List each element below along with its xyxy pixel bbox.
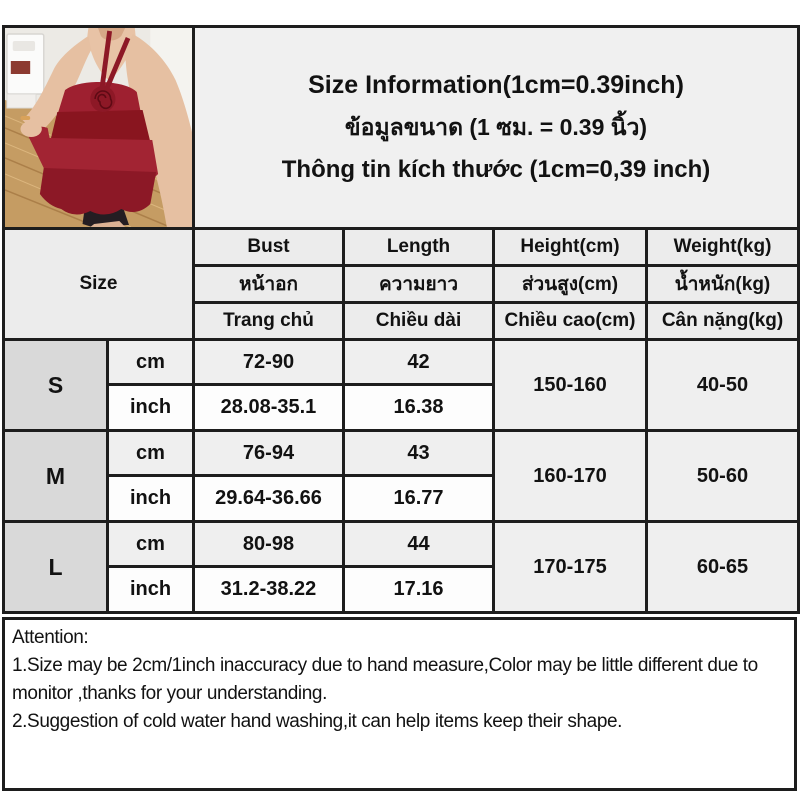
header-weight-vi: Cân nặng(kg): [647, 303, 799, 340]
header-height-th: ส่วนสูง(cm): [494, 266, 647, 303]
cell-l-bust-inch: 31.2-38.22: [194, 567, 344, 613]
cell-m-height: 160-170: [494, 431, 647, 522]
row-l-cm: [4, 522, 799, 567]
header-bust-vi: Trang chủ: [194, 303, 344, 340]
size-s-label: S: [4, 340, 108, 431]
header-height-vi: Chiều cao(cm): [494, 303, 647, 340]
cell-l-weight: 60-65: [647, 522, 799, 613]
size-chart-sheet: [2, 25, 797, 791]
cell-l-bust-cm: 80-98: [194, 522, 344, 567]
unit-inch-s: inch: [108, 385, 194, 431]
cell-m-bust-cm: 76-94: [194, 431, 344, 476]
unit-cm-s: cm: [108, 340, 194, 385]
header-length-vi: Chiều dài: [344, 303, 494, 340]
product-photo-cell: [4, 27, 194, 229]
unit-cm-m: cm: [108, 431, 194, 476]
cell-s-length-inch: 16.38: [344, 385, 494, 431]
cell-s-height: 150-160: [494, 340, 647, 431]
header-bust-th: หน้าอก: [194, 266, 344, 303]
size-info-title-cell: [194, 27, 799, 229]
attention-heading: Attention:: [12, 627, 89, 648]
cell-s-length-cm: 42: [344, 340, 494, 385]
cell-l-length-cm: 44: [344, 522, 494, 567]
header-row-english: [4, 229, 799, 266]
cell-m-length-inch: 16.77: [344, 476, 494, 522]
cell-l-height: 170-175: [494, 522, 647, 613]
unit-cm-l: cm: [108, 522, 194, 567]
header-length-en: Length: [344, 229, 494, 266]
attention-note-2: 2.Suggestion of cold water hand washing,it can help items keep their shape.: [12, 711, 623, 732]
title-english: Size Information(1cm=0.39inch): [308, 71, 684, 99]
unit-inch-m: inch: [108, 476, 194, 522]
top-row: [4, 27, 799, 229]
cell-m-weight: 50-60: [647, 431, 799, 522]
title-vietnamese: Thông tin kích thước (1cm=0,39 inch): [281, 156, 711, 183]
row-m-cm: [4, 431, 799, 476]
header-bust-en: Bust: [194, 229, 344, 266]
attention-box: [2, 617, 797, 791]
size-table: [2, 25, 800, 614]
header-weight-th: น้ำหนัก(kg): [647, 266, 799, 303]
size-corner-label: Size: [4, 229, 194, 340]
size-m-label: M: [4, 431, 108, 522]
unit-inch-l: inch: [108, 567, 194, 613]
product-photo: [5, 28, 192, 227]
cell-m-length-cm: 43: [344, 431, 494, 476]
title-thai: ข้อมูลขนาด (1 ซม. = 0.39 นิ้ว): [344, 114, 648, 140]
row-s-cm: [4, 340, 799, 385]
cell-s-bust-cm: 72-90: [194, 340, 344, 385]
cell-s-bust-inch: 28.08-35.1: [194, 385, 344, 431]
cell-m-bust-inch: 29.64-36.66: [194, 476, 344, 522]
header-length-th: ความยาว: [344, 266, 494, 303]
size-l-label: L: [4, 522, 108, 613]
header-weight-en: Weight(kg): [647, 229, 799, 266]
header-height-en: Height(cm): [494, 229, 647, 266]
attention-note-1: 1.Size may be 2cm/1inch inaccuracy due to hand measure,Color may be little different due to monitor ,thanks for your understanding.: [12, 655, 758, 704]
cell-s-weight: 40-50: [647, 340, 799, 431]
cell-l-length-inch: 17.16: [344, 567, 494, 613]
